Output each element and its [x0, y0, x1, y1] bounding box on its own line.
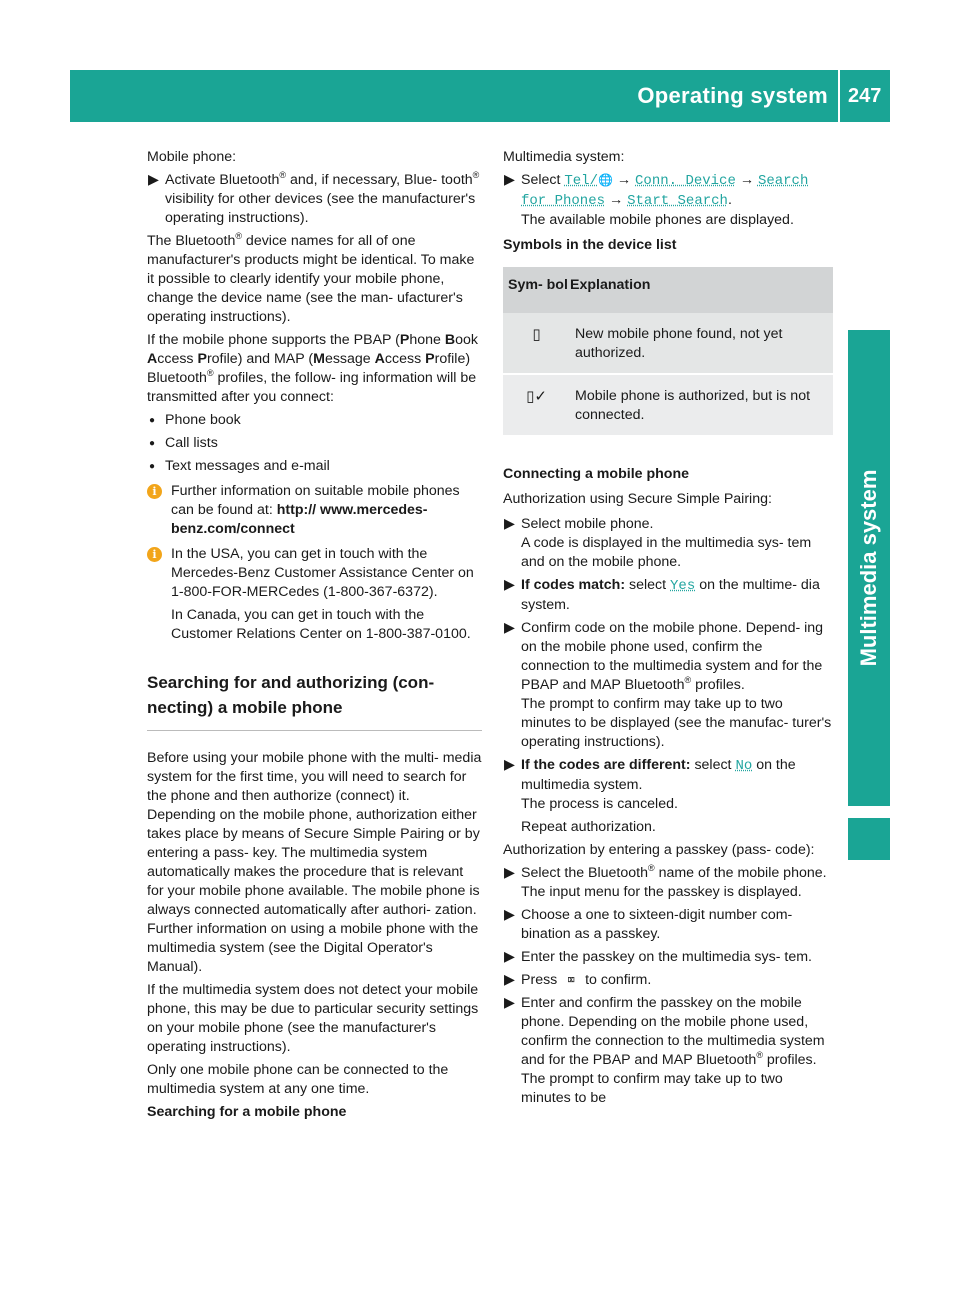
info-note — [147, 545, 482, 644]
subheading: Searching for a mobile phone — [147, 1104, 347, 1120]
multimedia-label: Multimedia system: — [503, 149, 625, 165]
header-divider — [838, 70, 840, 122]
menu-conn-device[interactable]: Conn. Device — [635, 173, 736, 189]
text: B — [444, 332, 456, 348]
step-arrow-icon: ▶ — [504, 972, 515, 988]
text: . — [727, 192, 732, 208]
text: profiles, the follow- ing information will be transmitted after you connect: — [147, 370, 477, 405]
step-text: Select mobile phone. — [521, 516, 654, 532]
step-arrow-icon: ▶ — [504, 516, 515, 532]
step-result: Repeat authorization. — [521, 819, 656, 835]
new-phone-icon: ▯ — [532, 325, 541, 343]
text: select — [625, 577, 671, 593]
paragraph: Only one mobile phone can be connected to the multimedia system at any one time. — [147, 1062, 449, 1097]
text: visibility for other devices (see the manufacturer's operating instructions). — [165, 191, 476, 226]
step-arrow-icon: ▶ — [504, 620, 515, 636]
instruction-step — [503, 994, 833, 1108]
text: Activate Bluetooth — [165, 172, 280, 188]
menu-start-search[interactable]: Start Search — [627, 193, 728, 209]
step-arrow-icon: ▶ — [504, 995, 515, 1011]
paragraph: Before using your mobile phone with the multi- media system for the first time, you will need to search for the phone and then authorize (connect) it. Depending on the mobile phone, authorization either takes place by means of Secure Simple Pairing or by entering a pass- key. The multimedia system automatically makes the procedure that is relevant for your mobile phone available. The mobile phone is always connected automatically after authori- zation. Further information on using a mobile phone with the multimedia system (see the Digital Operator's Manual). — [147, 750, 482, 975]
list-item-text: Phone book — [165, 412, 241, 428]
info-icon: i — [147, 547, 162, 562]
text: profiles. The prompt to confirm may take up to two minutes to be — [521, 1052, 817, 1106]
bullet-icon: ● — [149, 415, 156, 426]
symbols-table — [503, 267, 833, 435]
step-arrow-icon: ▶ — [504, 172, 515, 188]
list-item — [147, 457, 482, 476]
text: on the multime- dia system. — [521, 577, 820, 613]
text: and, if necessary, Blue- — [286, 172, 438, 188]
text: If the codes are different: — [521, 757, 691, 773]
list-item-text: Text messages and e-mail — [165, 458, 330, 474]
step-result: A code is displayed in the multimedia sys- tem and on the mobile phone. — [521, 535, 812, 570]
globe-icon: 🌐 — [597, 174, 613, 188]
text: If the mobile phone supports the PBAP ( — [147, 332, 400, 348]
yes-option[interactable]: Yes — [670, 578, 696, 594]
text: essage — [324, 351, 371, 367]
arrow-icon: → — [608, 192, 624, 208]
instruction-step — [503, 515, 833, 572]
text: Enter and confirm the passkey on the mobile phone. Depending on the mobile phone used, confirm the connection to the multimedia system and for the PBAP and MAP Bluetooth — [521, 995, 825, 1068]
registered-mark: ® — [684, 675, 692, 685]
step-result: The input menu for the passkey is displayed. — [521, 884, 802, 900]
table-row — [503, 374, 833, 435]
registered-mark: ® — [206, 368, 214, 378]
text: on the multimedia system. — [521, 757, 796, 793]
info-link[interactable]: http:// www.mercedes-benz.com/connect — [171, 502, 428, 537]
registered-mark: ® — [279, 170, 286, 180]
table-cell: New mobile phone found, not yet authorized. — [570, 313, 833, 374]
text: Select the Bluetooth — [521, 865, 648, 881]
info-text: Further information on suitable mobile phones can be found at: — [171, 483, 460, 518]
info-icon: i — [147, 484, 162, 499]
passkey-label: Authorization by entering a passkey (pass- code): — [503, 842, 815, 858]
instruction-step — [503, 576, 833, 615]
section-heading: Searching for and authorizing (con- necting) a mobile phone — [147, 673, 435, 717]
heading-rule — [147, 730, 482, 731]
paragraph: If the multimedia system does not detect your mobile phone, this may be due to particular security settings on your mobile phone (see the manufacturer's operating instructions). — [147, 982, 479, 1055]
text: Press — [521, 972, 558, 988]
table-cell — [503, 374, 570, 435]
ssp-label: Authorization using Secure Simple Pairing: — [503, 491, 772, 507]
chapter-tab-marker — [848, 818, 890, 860]
table-row — [503, 313, 833, 374]
chapter-tab-label-wrap — [848, 330, 890, 806]
registered-mark: ® — [756, 1050, 763, 1060]
step-result: The prompt to confirm may take up to two minutes to be displayed (see the manufac- turer's operating instructions). — [521, 696, 832, 750]
instruction-step — [503, 948, 833, 967]
bullet-icon: ● — [149, 438, 156, 449]
step-arrow-icon: ▶ — [148, 172, 159, 188]
table-cell — [503, 313, 570, 374]
header-bar — [70, 70, 890, 122]
text: Confirm code on the mobile phone. Depend- ing on the mobile phone used, confirm the connection to the multimedia system and for the PBAP and MAP Bluetooth — [521, 620, 824, 693]
mobile-phone-label: Mobile phone: — [147, 149, 237, 165]
instruction-step — [147, 171, 482, 228]
text: rofile) Bluetooth — [147, 351, 471, 386]
menu-search-for-phones[interactable]: Search for Phones — [521, 173, 809, 209]
step-result: The process is canceled. — [521, 796, 678, 812]
instruction-step — [503, 971, 833, 990]
list-item-text: Call lists — [165, 435, 218, 451]
text: The Bluetooth — [147, 233, 236, 249]
text: tooth — [441, 172, 473, 188]
no-option[interactable]: No — [735, 758, 753, 774]
text: If codes match: — [521, 577, 626, 593]
text: device names for all of one manufacturer's products might be identical. To make it possible to clearly identify your mobile phone, change the device name (see the man- ufacturer's operating instructions). — [147, 233, 475, 325]
step-arrow-icon: ▶ — [504, 907, 515, 923]
text: M — [313, 351, 325, 367]
left-column — [147, 148, 482, 1126]
registered-mark: ® — [648, 863, 655, 873]
table-cell: Mobile phone is authorized, but is not connected. — [570, 374, 833, 435]
right-column — [503, 148, 833, 1112]
text: ook — [455, 332, 479, 348]
arrow-icon: → — [616, 172, 632, 188]
arrow-icon: → — [739, 172, 754, 188]
step-arrow-icon: ▶ — [504, 577, 515, 593]
text: Choose a one to sixteen-digit number com- bination as a passkey. — [521, 907, 793, 942]
text: P — [399, 332, 410, 348]
text: P — [197, 351, 207, 367]
step-arrow-icon: ▶ — [504, 865, 515, 881]
text: rofile) and MAP ( — [206, 351, 314, 367]
list-item — [147, 411, 482, 430]
registered-mark: ® — [472, 170, 480, 180]
registered-mark: ® — [235, 231, 242, 241]
text: select — [690, 757, 736, 773]
text: to confirm. — [585, 972, 652, 988]
text: ccess — [384, 351, 426, 367]
bt-names-paragraph — [147, 232, 482, 327]
instruction-step — [503, 864, 833, 902]
connecting-heading: Connecting a mobile phone — [503, 466, 690, 482]
table-header: Explanation — [570, 267, 833, 313]
ok-key-icon: ⌧ — [567, 973, 576, 988]
section-title: Operating system — [637, 83, 828, 108]
text: hone — [409, 332, 441, 348]
authorized-phone-icon: ▯✓ — [526, 387, 547, 405]
menu-tel[interactable]: Tel/ — [564, 173, 598, 189]
step-result: The available mobile phones are displayed. — [521, 212, 794, 228]
list-item — [147, 434, 482, 453]
text: A — [147, 351, 158, 367]
text: profiles. — [691, 677, 745, 693]
info-note — [147, 482, 482, 539]
info-text: In Canada, you can get in touch with the Customer Relations Center on 1-800-387-0100. — [171, 607, 471, 642]
table-header: Sym- bol — [503, 267, 570, 313]
instruction-step — [503, 619, 833, 752]
bullet-icon: ● — [149, 461, 156, 472]
info-text: In the USA, you can get in touch with the Mercedes-Benz Customer Assistance Center on 1-800-FOR-MERCedes (1-800-367-6372). — [171, 546, 474, 600]
text: Select — [521, 172, 565, 188]
instruction-step — [503, 906, 833, 944]
text: P — [425, 351, 435, 367]
symbols-heading: Symbols in the device list — [503, 237, 677, 253]
page-number: 247 — [848, 85, 882, 107]
text: ccess — [157, 351, 198, 367]
step-arrow-icon: ▶ — [504, 757, 515, 773]
chapter-tab-label: Multimedia system — [856, 469, 881, 667]
text: name of the mobile phone. — [654, 865, 827, 881]
instruction-step — [503, 171, 833, 230]
step-arrow-icon: ▶ — [504, 949, 515, 965]
text: Enter the passkey on the multimedia sys- tem. — [521, 949, 812, 965]
instruction-step — [503, 756, 833, 837]
text: A — [374, 351, 385, 367]
pbap-paragraph — [147, 331, 482, 407]
